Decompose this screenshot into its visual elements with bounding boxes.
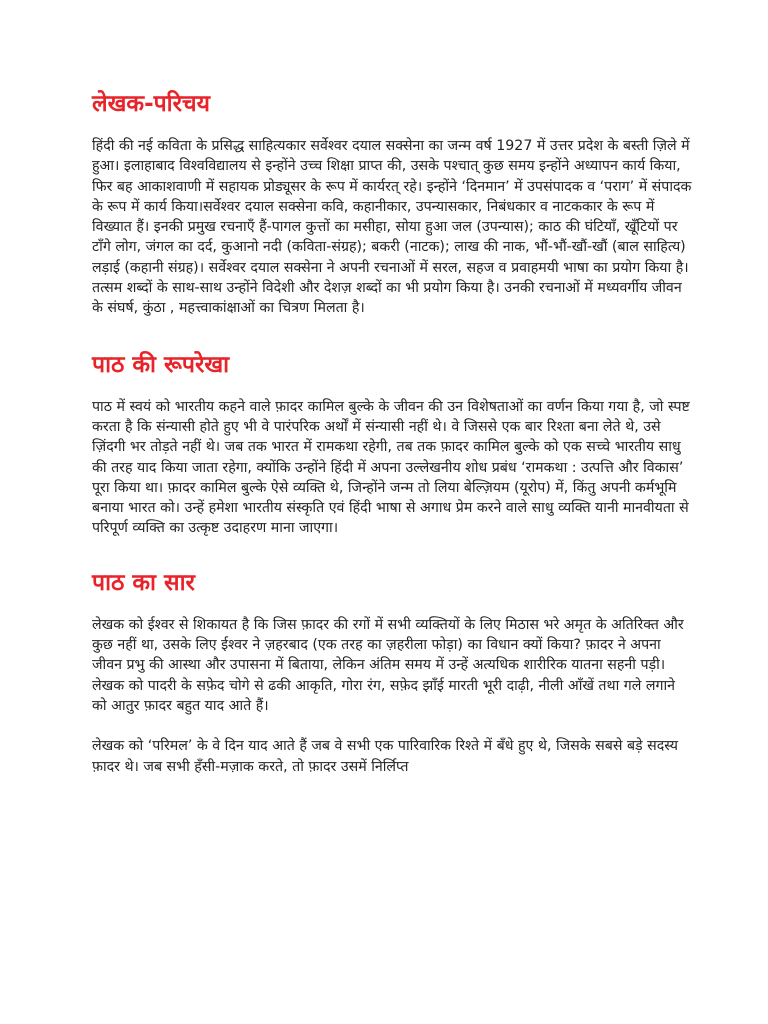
section-author-intro [92,84,692,319]
lesson-outline-paragraph: पाठ में स्वयं को भारतीय कहने वाले फ़ादर कामिल बुल्के के जीवन की उन विशेषताओं का वर्णन किया गया है, जो स्पष्ट करता है कि संन्यासी होते हुए भी वे पारंपरिक अर्थों में संन्यासी नहीं थे। वे जिससे एक बार रिश्ता बना लेते थे, उसे ज़िंदगी भर तोड़ते नहीं थे। जब तक भारत में रामकथा रहेगी, तब तक फ़ादर कामिल बुल्के को एक सच्चे भारतीय साधु की तरह याद किया जाता रहेगा, क्योंकि उन्होंने हिंदी में अपना उल्लेखनीय शोध प्रबंध ‘रामकथा : उत्पत्ति और विकास’ पूरा किया था। फ़ादर कामिल बुल्के ऐसे व्यक्ति थे, जिन्होंने जन्म तो लिया बेल्ज़ियम (यूरोप) में, किंतु अपनी कर्मभूमि बनाया भारत को। उन्हें हमेशा भारतीय संस्कृति एवं हिंदी भाषा से अगाध प्रेम करने वाले साधु व्यक्ति यानी मानवीयता से परिपूर्ण व्यक्ति का उत्कृष्ट उदाहरण माना जाएगा। [92,398,690,537]
section-lesson-outline [92,345,692,539]
heading-author-intro: लेखक-परिचय [92,91,210,117]
section-lesson-summary [92,563,692,777]
document-page [92,84,692,777]
heading-lesson-summary: पाठ का सार [92,569,195,596]
lesson-summary-paragraph-2: लेखक को ‘परिमल’ के वे दिन याद आते हैं जब वे सभी एक पारिवारिक रिश्ते में बँधे हुए थे, जिसके सबसे बड़े सदस्य फ़ादर थे। जब सभी हँसी-मज़ाक करते, तो फ़ादर उसमें निर्लिप्त [92,738,679,775]
author-intro-paragraph: हिंदी की नई कविता के प्रसिद्ध साहित्यकार सर्वेश्वर दयाल सक्सेना का जन्म वर्ष 1927 में उत्तर प्रदेश के बस्ती ज़िले में हुआ। इलाहाबाद विश्वविद्यालय से इन्होंने उच्च शिक्षा प्राप्त की, उसके पश्चात् कुछ समय इन्होंने अध्यापन कार्य किया, फिर बह आकाशवाणी में सहायक प्रोड्यूसर के रूप में कार्यरत् रहे। इन्होंने ‘दिनमान’ में उपसंपादक व ‘पराग’ में संपादक के रूप में कार्य किया।सर्वेश्वर दयाल सक्सेना कवि, कहानीकार, उपन्यासकार, निबंधकार व नाटककार के रूप में विख्यात हैं। इनकी प्रमुख रचनाएँ हैं-पागल कुत्तों का मसीहा, सोया हुआ जल (उपन्यास); काठ की घंटियाँ, खूँटियों पर टाँगे लोग, जंगल का दर्द, कुआनो नदी (कविता-संग्रह); बकरी (नाटक); लाख की नाक, भौं-भौं-खौं-खौं (बाल साहित्य) लड़ाई (कहानी संग्रह)। सर्वेश्वर दयाल सक्सेना ने अपनी रचनाओं में सरल, सहज व प्रवाहमयी भाषा का प्रयोग किया है। तत्सम शब्दों के साथ-साथ उन्होंने विदेशी और देशज़ शब्दों का भी प्रयोग किया है। उनकी रचनाओं में मध्यवर्गीय जीवन के संघर्ष, कुंठा , महत्त्वाकांक्षाओं का चित्रण मिलता है। [92,138,692,317]
lesson-summary-paragraph-1: लेखक को ईश्वर से शिकायत है कि जिस फ़ादर की रगों में सभी व्यक्तियों के लिए मिठास भरे अमृत के अतिरिक्त और कुछ नहीं था, उसके लिए ईश्वर ने ज़हरबाद (एक तरह का ज़हरीला फोड़ा) का विधान क्यों किया? फ़ादर ने अपना जीवन प्रभु की आस्था और उपासना में बिताया, लेकिन अंतिम समय में उन्हें अत्यधिक शारीरिक यातना सहनी पड़ी। लेखक को पादरी के सफ़ेद चोगे से ढकी आकृति, गोरा रंग, सफ़ेद झाँई मारती भूरी दाढ़ी, नीली आँखें तथा गले लगाने को आतुर फ़ादर बहुत याद आते हैं। [92,616,684,714]
heading-lesson-outline: पाठ की रूपरेखा [92,351,230,378]
